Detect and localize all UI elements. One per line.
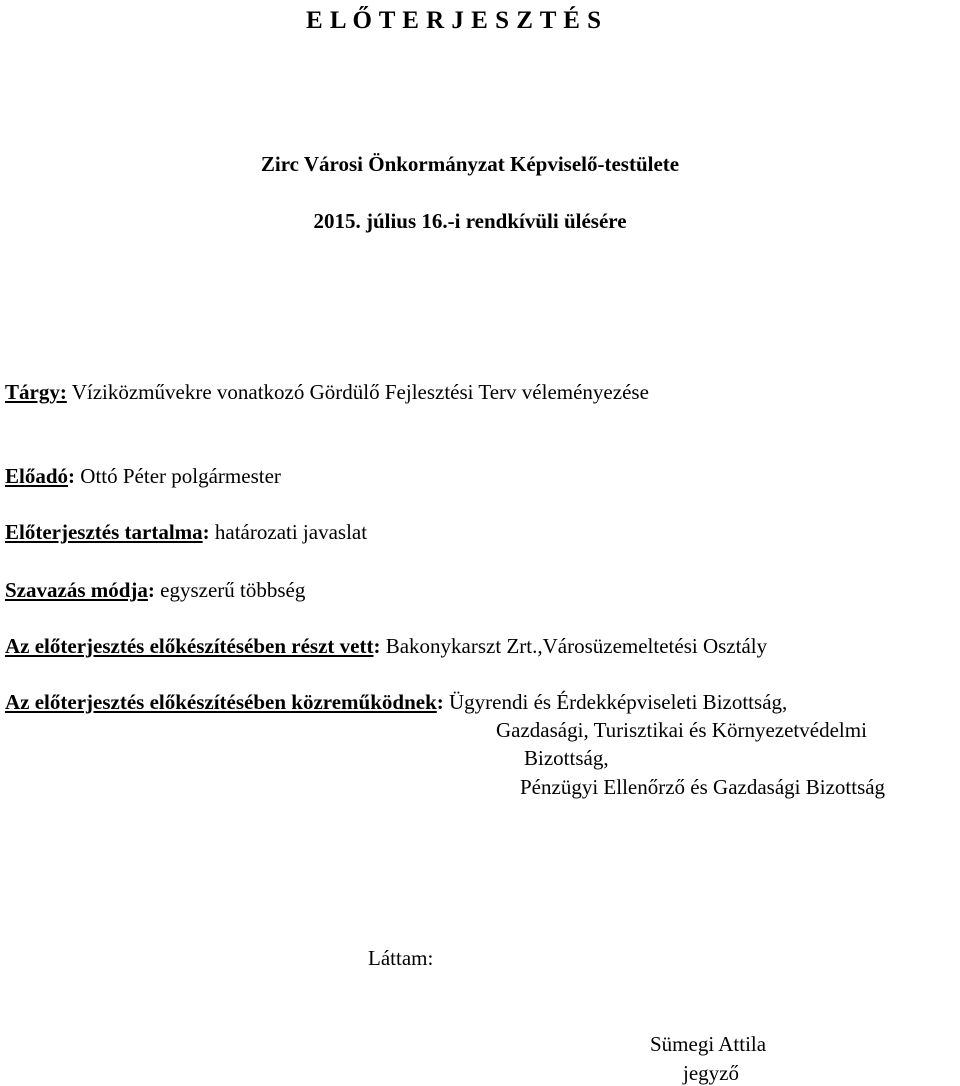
subject-value: Víziközművekre vonatkozó Gördülő Fejlesztési Terv véleményezése	[66, 380, 649, 404]
document-title: E L Ő T E R J E S Z T É S	[306, 7, 602, 34]
voting-value: egyszerű többség	[154, 578, 306, 602]
cooperation-label: Az előterjesztés előkészítésében közreműködnek	[5, 690, 437, 714]
voting-colon: :	[147, 578, 155, 602]
cooperation-row	[5, 692, 787, 713]
cooperation-line: Ügyrendi és Érdekképviseleti Bizottság,	[443, 690, 788, 714]
signatory-role: jegyző	[683, 1061, 739, 1085]
presenter-value: Ottó Péter polgármester	[75, 464, 281, 488]
meeting-date: 2015. július 16.-i rendkívüli ülésére	[313, 209, 627, 233]
content-colon: :	[202, 520, 210, 544]
presenter-label: Előadó	[5, 464, 69, 488]
content-label: Előterjesztés tartalma	[5, 520, 203, 544]
presenter-colon: :	[68, 464, 76, 488]
preparation-label: Az előterjesztés előkészítésében részt vett	[5, 634, 374, 658]
content-row	[5, 522, 367, 543]
subject-row	[5, 382, 649, 403]
cooperation-colon: :	[436, 690, 444, 714]
seen-label: Láttam:	[368, 946, 434, 970]
presenter-row	[5, 466, 281, 487]
council-name: Zirc Városi Önkormányzat Képviselő-testülete	[260, 152, 680, 176]
preparation-row	[5, 636, 767, 657]
preparation-colon: :	[373, 634, 381, 658]
subject-label: Tárgy:	[5, 380, 67, 404]
voting-label: Szavazás módja	[5, 578, 148, 602]
preparation-value: Bakonykarszt Zrt.,Városüzemeltetési Osztály	[380, 634, 768, 658]
cooperation-line: Gazdasági, Turisztikai és Környezetvédelmi	[496, 718, 867, 742]
voting-row	[5, 580, 305, 601]
signatory-name: Sümegi Attila	[650, 1032, 767, 1056]
cooperation-line: Bizottság,	[524, 746, 609, 770]
cooperation-line: Pénzügyi Ellenőrző és Gazdasági Bizottság	[520, 775, 886, 799]
content-value: határozati javaslat	[209, 520, 368, 544]
